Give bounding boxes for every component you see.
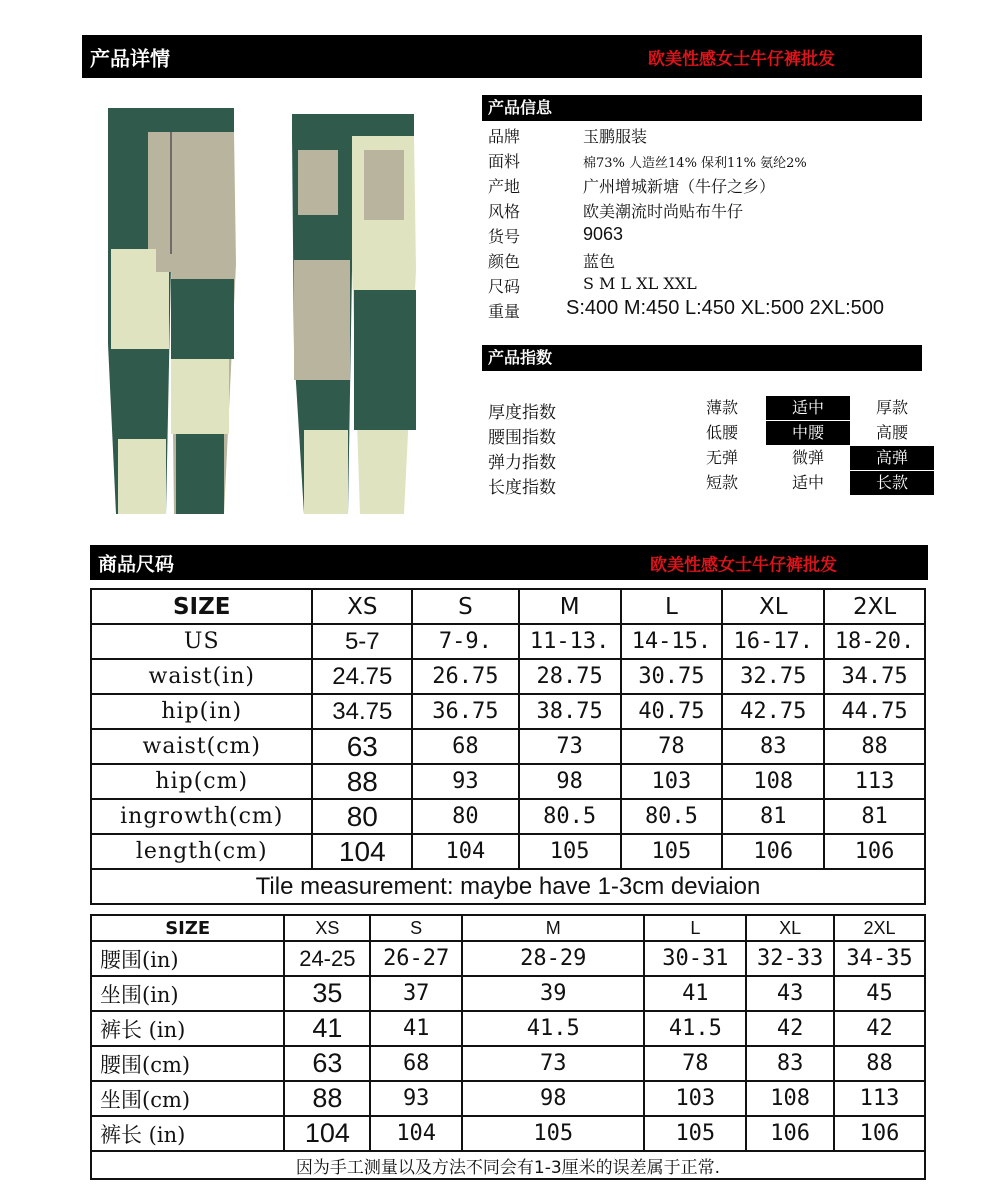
size-cell: 88 bbox=[312, 764, 412, 799]
size-cell: 24-25 bbox=[284, 941, 370, 976]
size-cell: 106 bbox=[722, 834, 824, 869]
size-header-cell: SIZE bbox=[91, 589, 312, 624]
size-cell: 93 bbox=[370, 1081, 462, 1116]
size-cell: 39 bbox=[462, 976, 644, 1011]
size-row-label: waist(in) bbox=[91, 659, 312, 694]
size-cell: 80.5 bbox=[519, 799, 621, 834]
size-row-label: 坐围(in) bbox=[91, 976, 284, 1011]
size-cell: 108 bbox=[722, 764, 824, 799]
size-cell: 26-27 bbox=[370, 941, 462, 976]
size-cell: 105 bbox=[621, 834, 723, 869]
index-label: 厚度指数 bbox=[488, 403, 556, 423]
size-table-row bbox=[91, 659, 925, 694]
size-header-cell: L bbox=[644, 915, 746, 941]
product-info-label: 重量 bbox=[488, 302, 521, 321]
size-cell: 105 bbox=[462, 1116, 644, 1151]
size-row-label: hip(cm) bbox=[91, 764, 312, 799]
size-header-cell: SIZE bbox=[91, 915, 284, 941]
size-cell: 41 bbox=[644, 976, 746, 1011]
size-header-cell: XL bbox=[746, 915, 834, 941]
size-cell: 24.75 bbox=[312, 659, 412, 694]
header-subtitle: 欧美性感女士牛仔裤批发 bbox=[648, 49, 835, 69]
size-table-us bbox=[90, 588, 926, 905]
size-cell: 32.75 bbox=[722, 659, 824, 694]
index-option: 高腰 bbox=[875, 423, 908, 442]
size-row-label: 腰围(in) bbox=[91, 941, 284, 976]
size-table-row bbox=[91, 834, 925, 869]
size-cell: 80 bbox=[312, 799, 412, 834]
product-info-label: 面料 bbox=[488, 152, 521, 171]
size-header-cell: XL bbox=[722, 589, 824, 624]
size-cell: 78 bbox=[644, 1046, 746, 1081]
size-cell: 41 bbox=[284, 1011, 370, 1046]
size-cell: 73 bbox=[462, 1046, 644, 1081]
product-info-value: 9063 bbox=[583, 224, 624, 244]
size-cell: 68 bbox=[412, 729, 519, 764]
size-table-row bbox=[91, 799, 925, 834]
size-cell: 81 bbox=[722, 799, 824, 834]
size-cell: 83 bbox=[746, 1046, 834, 1081]
product-info-value: 欧美潮流时尚贴布牛仔 bbox=[583, 202, 744, 221]
size-row-label: 坐围(cm) bbox=[91, 1081, 284, 1116]
size-table-header-row bbox=[91, 589, 925, 624]
size-cell: 30-31 bbox=[644, 941, 746, 976]
index-option: 适中 bbox=[791, 473, 824, 492]
product-image-front bbox=[96, 104, 246, 522]
size-cell: 78 bbox=[621, 729, 723, 764]
size-cell: 32-33 bbox=[746, 941, 834, 976]
size-table-row bbox=[91, 1116, 925, 1151]
size-cell: 105 bbox=[519, 834, 621, 869]
index-option: 高弹 bbox=[850, 446, 934, 470]
size-header-cell: 2XL bbox=[834, 915, 925, 941]
product-info-value: 玉鹏服装 bbox=[583, 127, 648, 146]
size-section-subtitle: 欧美性感女士牛仔裤批发 bbox=[650, 555, 837, 575]
size-cell: 80.5 bbox=[621, 799, 723, 834]
size-cell: 28.75 bbox=[519, 659, 621, 694]
size-cell: 80 bbox=[412, 799, 519, 834]
size-cell: 30.75 bbox=[621, 659, 723, 694]
size-cell: 88 bbox=[284, 1081, 370, 1116]
index-option: 厚款 bbox=[875, 398, 908, 417]
size-table-cn bbox=[90, 914, 926, 1180]
product-info-value: 广州增城新塘（牛仔之乡） bbox=[583, 177, 776, 196]
product-info-label: 产地 bbox=[488, 177, 521, 196]
size-cell: 18-20. bbox=[824, 624, 925, 659]
size-cell: 41.5 bbox=[462, 1011, 644, 1046]
size-header-cell: XS bbox=[312, 589, 412, 624]
size-cell: 104 bbox=[312, 834, 412, 869]
size-cell: 26.75 bbox=[412, 659, 519, 694]
size-cell: 16-17. bbox=[722, 624, 824, 659]
index-option: 长款 bbox=[850, 471, 934, 495]
size-cell: 103 bbox=[621, 764, 723, 799]
size-header-cell: L bbox=[621, 589, 723, 624]
size-cell: 104 bbox=[412, 834, 519, 869]
size-table-row bbox=[91, 941, 925, 976]
size-header-cell: M bbox=[462, 915, 644, 941]
size-row-label: 腰围(cm) bbox=[91, 1046, 284, 1081]
header-title: 产品详情 bbox=[90, 46, 170, 70]
size-cell: 42.75 bbox=[722, 694, 824, 729]
size-cell: 83 bbox=[722, 729, 824, 764]
size-cell: 7-9. bbox=[412, 624, 519, 659]
size-cell: 105 bbox=[644, 1116, 746, 1151]
size-row-label: 裤长 (in) bbox=[91, 1011, 284, 1046]
size-section-title: 商品尺码 bbox=[98, 553, 175, 575]
size-row-label: waist(cm) bbox=[91, 729, 312, 764]
size-header-cell: M bbox=[519, 589, 621, 624]
size-cell: 41.5 bbox=[644, 1011, 746, 1046]
index-option: 低腰 bbox=[705, 423, 738, 442]
size-table-note: 因为手工测量以及方法不同会有1-3厘米的误差属于正常. bbox=[91, 1151, 925, 1179]
product-info-label: 风格 bbox=[488, 202, 521, 221]
index-option: 适中 bbox=[766, 396, 850, 420]
size-cell: 44.75 bbox=[824, 694, 925, 729]
size-table-row bbox=[91, 1081, 925, 1116]
product-image-back bbox=[282, 110, 422, 522]
product-info-value: S:400 M:450 L:450 XL:500 2XL:500 bbox=[566, 297, 885, 319]
size-cell: 14-15. bbox=[621, 624, 723, 659]
size-header-cell: S bbox=[412, 589, 519, 624]
size-table-row bbox=[91, 729, 925, 764]
product-index-title: 产品指数 bbox=[482, 345, 922, 371]
size-cell: 103 bbox=[644, 1081, 746, 1116]
index-option: 薄款 bbox=[705, 398, 738, 417]
size-cell: 106 bbox=[834, 1116, 925, 1151]
size-table-row bbox=[91, 624, 925, 659]
size-cell: 113 bbox=[824, 764, 925, 799]
size-table-row bbox=[91, 1046, 925, 1081]
index-option: 无弹 bbox=[705, 448, 738, 467]
index-label: 弹力指数 bbox=[488, 453, 556, 473]
size-cell: 42 bbox=[746, 1011, 834, 1046]
size-row-label: ingrowth(cm) bbox=[91, 799, 312, 834]
size-table-row bbox=[91, 694, 925, 729]
index-label: 腰围指数 bbox=[488, 428, 556, 448]
size-cell: 42 bbox=[834, 1011, 925, 1046]
product-info-title: 产品信息 bbox=[482, 95, 922, 121]
product-info-label: 货号 bbox=[488, 227, 521, 246]
size-cell: 43 bbox=[746, 976, 834, 1011]
size-cell: 108 bbox=[746, 1081, 834, 1116]
size-table-note: Tile measurement: maybe have 1-3cm deviaion bbox=[91, 869, 925, 904]
size-table-header-row bbox=[91, 915, 925, 941]
size-cell: 73 bbox=[519, 729, 621, 764]
header-bar bbox=[82, 35, 922, 78]
size-header-cell: S bbox=[370, 915, 462, 941]
size-cell: 104 bbox=[284, 1116, 370, 1151]
size-cell: 93 bbox=[412, 764, 519, 799]
size-cell: 113 bbox=[834, 1081, 925, 1116]
size-cell: 41 bbox=[370, 1011, 462, 1046]
size-cell: 98 bbox=[462, 1081, 644, 1116]
size-cell: 106 bbox=[824, 834, 925, 869]
size-cell: 35 bbox=[284, 976, 370, 1011]
size-cell: 5-7 bbox=[312, 624, 412, 659]
product-info-label: 尺码 bbox=[488, 277, 521, 296]
size-cell: 68 bbox=[370, 1046, 462, 1081]
size-cell: 36.75 bbox=[412, 694, 519, 729]
size-cell: 88 bbox=[824, 729, 925, 764]
size-table-note-row bbox=[91, 1151, 925, 1179]
product-info-value: S M L XL XXL bbox=[583, 274, 697, 293]
index-label: 长度指数 bbox=[488, 478, 556, 498]
size-cell: 37 bbox=[370, 976, 462, 1011]
size-cell: 98 bbox=[519, 764, 621, 799]
size-cell: 28-29 bbox=[462, 941, 644, 976]
size-cell: 34.75 bbox=[824, 659, 925, 694]
size-table-row bbox=[91, 764, 925, 799]
size-cell: 38.75 bbox=[519, 694, 621, 729]
size-row-label: length(cm) bbox=[91, 834, 312, 869]
size-cell: 104 bbox=[370, 1116, 462, 1151]
size-cell: 63 bbox=[284, 1046, 370, 1081]
size-header-cell: XS bbox=[284, 915, 370, 941]
size-cell: 40.75 bbox=[621, 694, 723, 729]
product-info-value: 棉73% 人造丝14% 保利11% 氨纶2% bbox=[583, 156, 807, 171]
size-cell: 34-35 bbox=[834, 941, 925, 976]
size-section-bar bbox=[90, 545, 928, 580]
size-header-cell: 2XL bbox=[824, 589, 925, 624]
size-table-note-row bbox=[91, 869, 925, 904]
size-row-label: 裤长 (in) bbox=[91, 1116, 284, 1151]
index-option: 微弹 bbox=[791, 448, 824, 467]
product-info-label: 颜色 bbox=[488, 252, 521, 271]
size-cell: 88 bbox=[834, 1046, 925, 1081]
size-cell: 34.75 bbox=[312, 694, 412, 729]
size-cell: 11-13. bbox=[519, 624, 621, 659]
size-row-label: hip(in) bbox=[91, 694, 312, 729]
product-info-label: 品牌 bbox=[488, 127, 521, 146]
index-option: 中腰 bbox=[766, 421, 850, 445]
product-info-value: 蓝色 bbox=[583, 252, 616, 271]
index-option: 短款 bbox=[705, 473, 738, 492]
size-cell: 45 bbox=[834, 976, 925, 1011]
size-cell: 81 bbox=[824, 799, 925, 834]
size-cell: 63 bbox=[312, 729, 412, 764]
size-row-label: US bbox=[91, 624, 312, 659]
size-table-row bbox=[91, 976, 925, 1011]
size-table-row bbox=[91, 1011, 925, 1046]
size-cell: 106 bbox=[746, 1116, 834, 1151]
